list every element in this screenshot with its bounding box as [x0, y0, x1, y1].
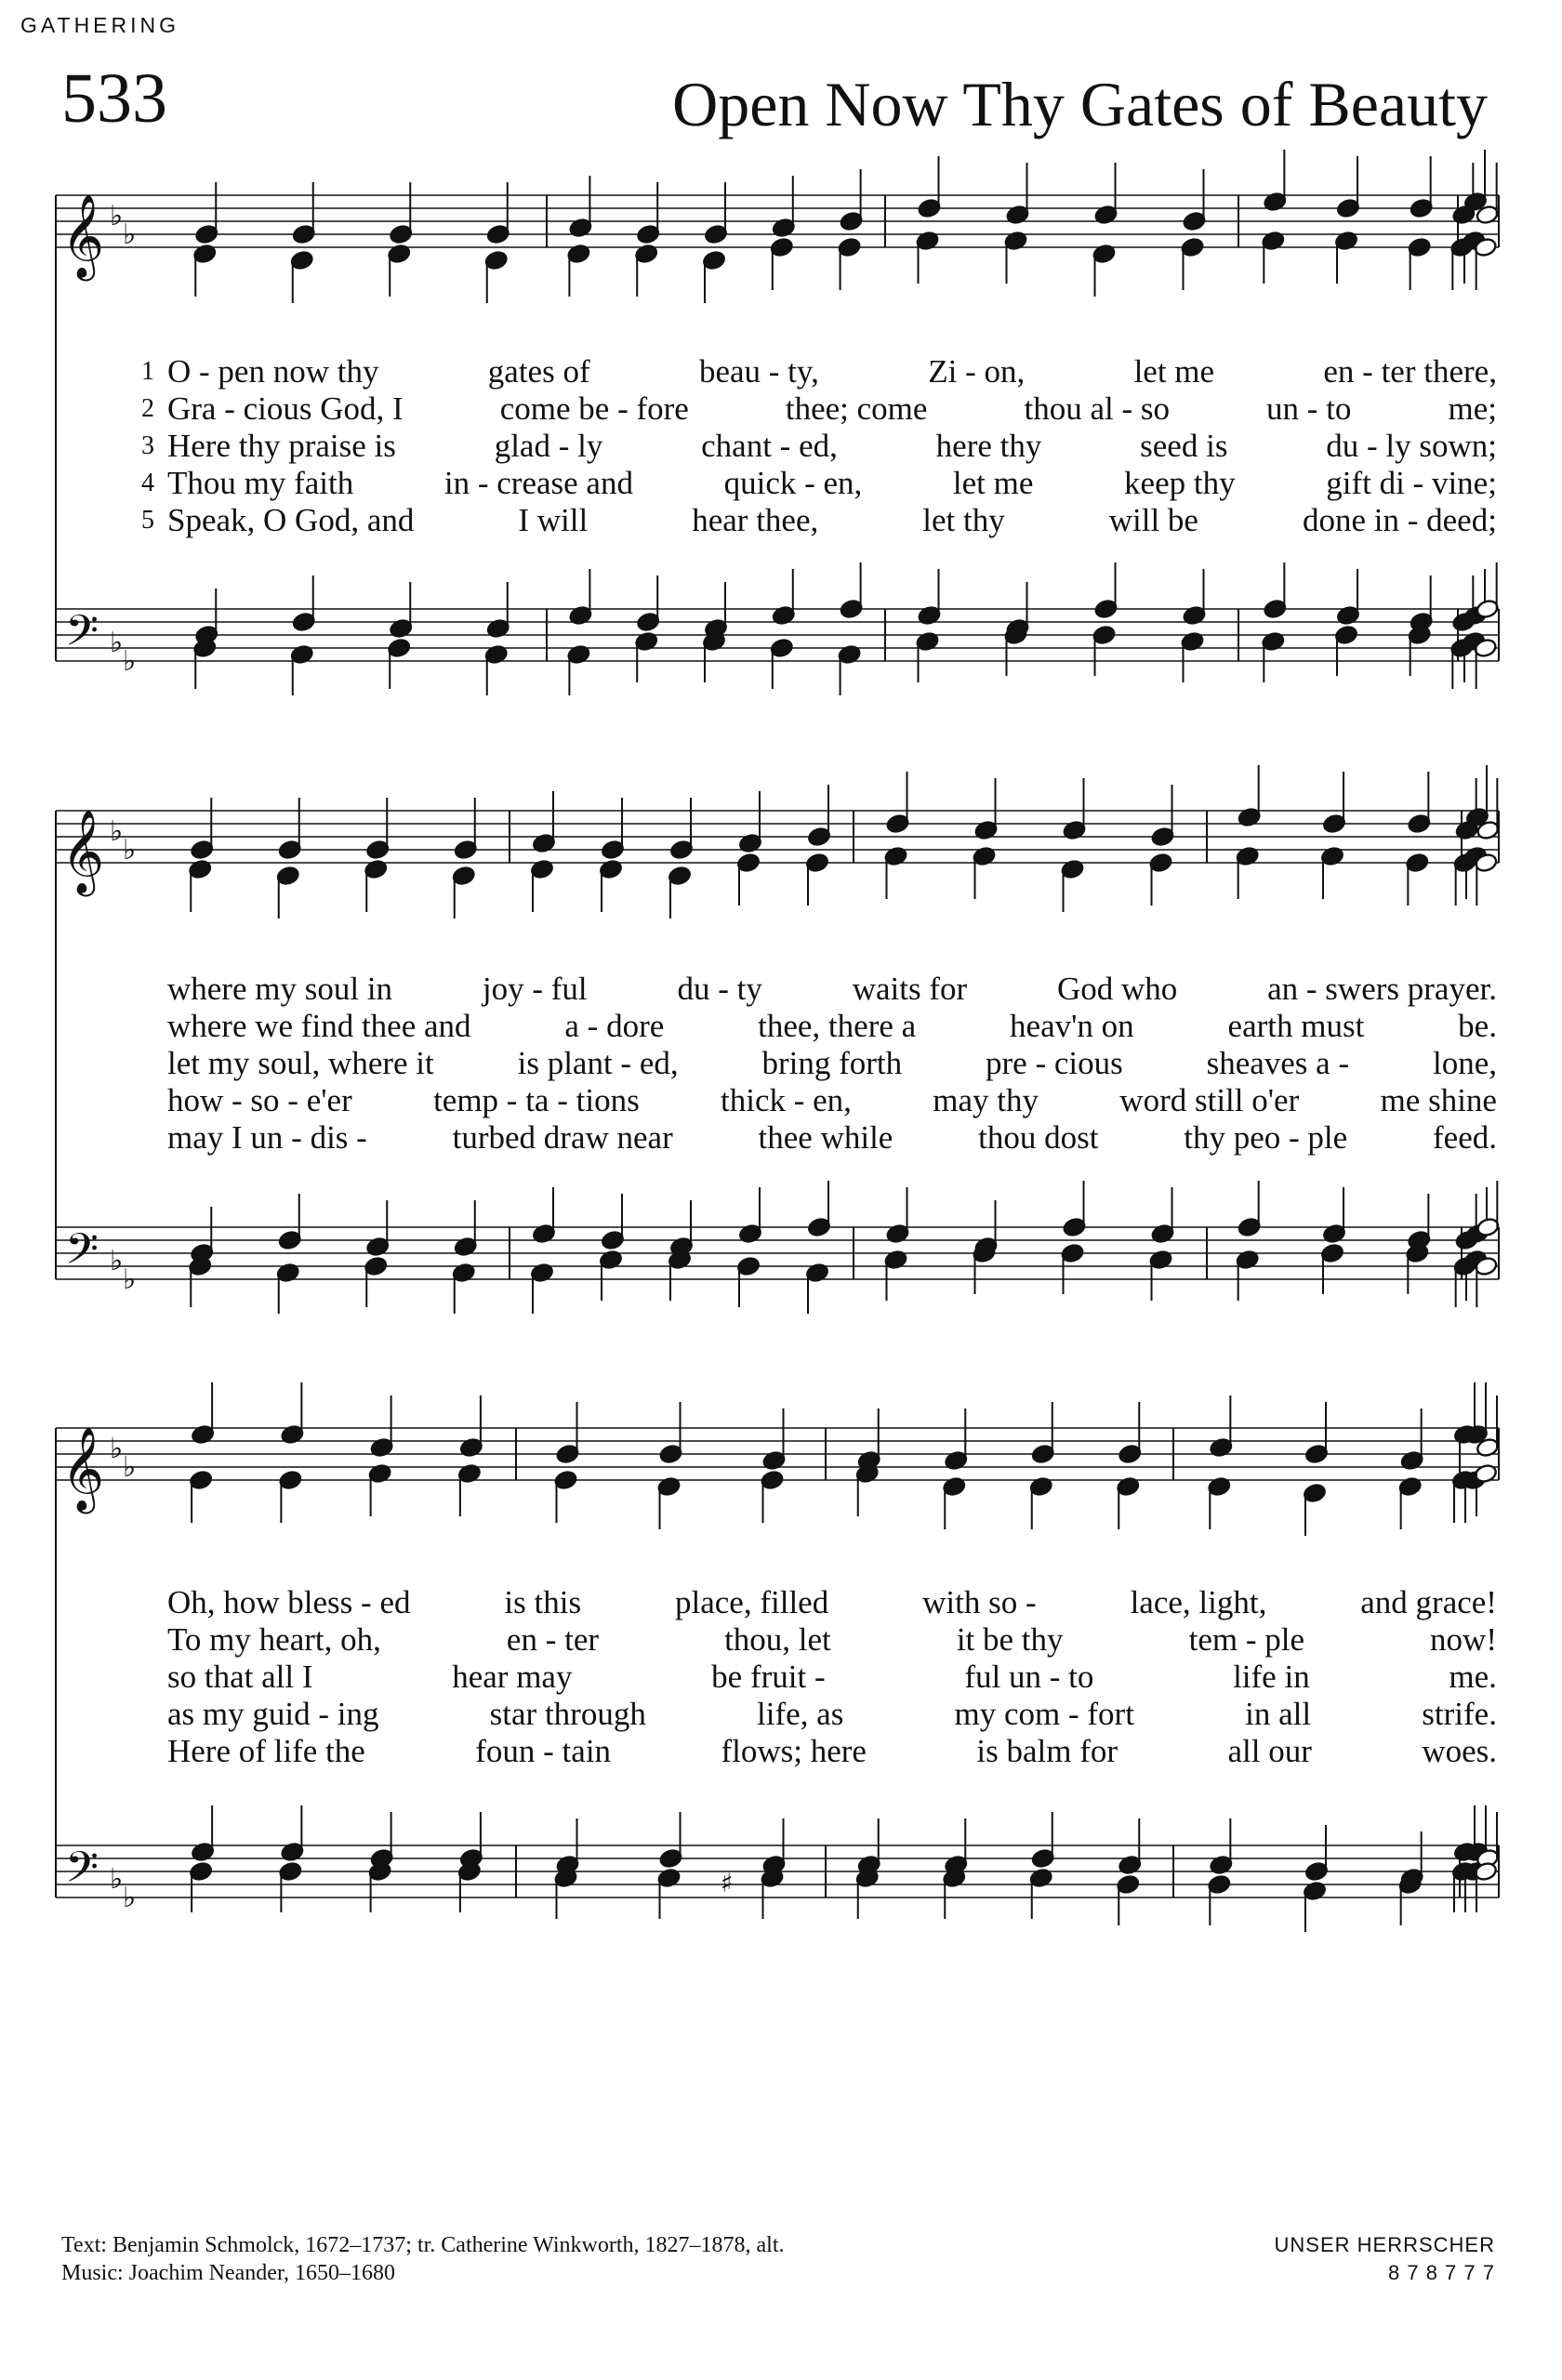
lyric-line: [167, 428, 1497, 465]
flat-sign: ♭: [110, 1863, 124, 1896]
flat-sign: ♭: [123, 1263, 137, 1296]
lyric-segment: my com - fort: [954, 1696, 1134, 1732]
lyric-segment: thee while: [758, 1119, 894, 1156]
lyric-segment: now!: [1430, 1621, 1497, 1658]
verse-number: 1: [141, 357, 154, 386]
lyric-segment: tem - ple: [1188, 1621, 1304, 1658]
lyric-segment: Speak, O God, and: [167, 502, 415, 538]
lyric-segment: where we find thee and: [167, 1008, 471, 1044]
lyric-segment: is this: [504, 1584, 582, 1620]
credits: [61, 2231, 784, 2287]
lyric-segment: quick - en,: [723, 465, 863, 501]
lyric-segment: me;: [1448, 390, 1497, 427]
lyric-segment: be.: [1458, 1008, 1497, 1044]
lyric-segment: heav'n on: [1010, 1008, 1134, 1044]
lyric-segment: it be thy: [956, 1621, 1064, 1658]
lyric-segment: seed is: [1140, 428, 1228, 464]
lyric-segment: joy - ful: [482, 971, 588, 1007]
lyric-segment: Thou my faith: [167, 465, 354, 501]
hymn-title: Open Now Thy Gates of Beauty: [672, 69, 1488, 139]
treble-clef: 𝄞: [61, 1427, 105, 1511]
flat-sign: ♭: [123, 834, 137, 866]
lyric-segment: in - crease and: [443, 465, 633, 501]
lyric-segment: is plant - ed,: [517, 1045, 679, 1081]
lyric-segment: lace, light,: [1130, 1584, 1267, 1620]
lyric-segment: life, as: [757, 1696, 844, 1732]
lyric-segment: a - dore: [564, 1008, 665, 1044]
flat-sign: ♭: [110, 815, 124, 848]
flat-sign: ♭: [110, 1245, 124, 1277]
lyric-segment: and grace!: [1360, 1584, 1497, 1620]
lyric-segment: thee, there a: [758, 1008, 917, 1044]
lyric-segment: Oh, how bless - ed: [167, 1584, 411, 1620]
lyric-segment: earth must: [1227, 1008, 1365, 1044]
lyric-line: [167, 1008, 1497, 1045]
flat-sign: ♭: [123, 1882, 137, 1914]
tune-info: [1275, 2231, 1495, 2287]
lyric-segment: let me: [1133, 353, 1215, 390]
lyric-segment: thee; come: [785, 390, 928, 427]
verse-number: 2: [141, 394, 154, 423]
lyric-segment: bring forth: [761, 1045, 903, 1081]
lyric-segment: thou dost: [978, 1119, 1099, 1156]
lyric-segment: du - ly sown;: [1326, 428, 1497, 464]
lyric-segment: thick - en,: [721, 1082, 852, 1118]
tune-name: UNSER HERRSCHER: [1274, 2233, 1495, 2256]
bass-clef: 𝄢: [65, 1843, 99, 1903]
lyric-segment: Zi - on,: [928, 353, 1026, 390]
lyric-segment: glad - ly: [494, 428, 603, 464]
lyric-segment: O - pen now thy: [167, 353, 379, 390]
lyric-segment: as my guid - ing: [167, 1696, 379, 1732]
verse-number: 5: [141, 506, 154, 535]
bass-clef: 𝄢: [65, 606, 99, 667]
lyric-segment: thou, let: [724, 1621, 831, 1658]
lyric-line: [167, 465, 1497, 502]
lyric-segment: hear may: [452, 1659, 573, 1695]
lyric-line: [167, 1696, 1497, 1733]
lyric-segment: so that all I: [167, 1659, 313, 1695]
lyric-segment: turbed draw near: [452, 1119, 673, 1156]
lyric-segment: done in - deed;: [1302, 502, 1497, 538]
verse-number: 3: [141, 431, 154, 460]
lyric-segment: may I un - dis -: [167, 1119, 367, 1156]
lyric-segment: foun - tain: [475, 1733, 612, 1769]
verse-number: 4: [141, 469, 154, 497]
lyric-segment: place, filled: [675, 1584, 829, 1620]
lyric-segment: flows; here: [721, 1733, 867, 1769]
lyric-segment: be fruit -: [711, 1659, 826, 1695]
lyric-segment: hear thee,: [692, 502, 819, 538]
meter: 8 7 8 7 7 7: [1388, 2261, 1495, 2284]
lyric-segment: un - to: [1266, 390, 1352, 427]
lyric-line: [167, 353, 1497, 390]
lyric-line: [167, 1045, 1497, 1082]
lyric-segment: beau - ty,: [698, 353, 819, 390]
lyric-segment: woes.: [1422, 1733, 1497, 1769]
lyric-segment: Here of life the: [167, 1733, 365, 1769]
lyric-line: [167, 1082, 1497, 1119]
lyric-segment: sheaves a -: [1206, 1045, 1350, 1081]
lyric-segment: feed.: [1433, 1119, 1497, 1156]
lyric-segment: en - ter there,: [1323, 353, 1497, 390]
verse-numbers: [121, 353, 154, 539]
lyric-line: [167, 1659, 1497, 1696]
lyric-segment: word still o'er: [1119, 1082, 1300, 1118]
lyric-segment: me shine: [1380, 1082, 1497, 1118]
lyric-segment: in all: [1245, 1696, 1312, 1732]
lyric-line: [167, 1621, 1497, 1659]
lyric-segment: To my heart, oh,: [167, 1621, 381, 1658]
lyric-segment: all our: [1227, 1733, 1312, 1769]
lyric-segment: come be - fore: [499, 390, 689, 427]
lyric-segment: Here thy praise is: [167, 428, 396, 464]
lyric-line: [167, 390, 1497, 428]
lyric-segment: I will: [518, 502, 589, 538]
flat-sign: ♭: [110, 1433, 124, 1465]
lyric-segment: life in: [1233, 1659, 1310, 1695]
sharp-sign: ♯: [721, 1868, 734, 1898]
lyric-segment: will be: [1108, 502, 1198, 538]
lyric-segment: gates of: [487, 353, 590, 390]
lyric-segment: waits for: [852, 971, 968, 1007]
lyric-line: [167, 1584, 1497, 1621]
text-credit: Text: Benjamin Schmolck, 1672–1737; tr. Catherine Winkworth, 1827–1878, alt.: [61, 2233, 785, 2257]
lyric-segment: ful un - to: [964, 1659, 1094, 1695]
lyric-segment: here thy: [935, 428, 1042, 464]
lyric-segment: thou al - so: [1024, 390, 1170, 427]
lyric-segment: is balm for: [976, 1733, 1119, 1769]
lyric-line: [167, 971, 1497, 1008]
lyric-segment: me.: [1449, 1659, 1497, 1695]
treble-clef: 𝄞: [61, 194, 105, 278]
flat-sign: ♭: [110, 627, 124, 659]
lyric-segment: du - ty: [677, 971, 762, 1007]
lyric-segment: let me: [952, 465, 1034, 501]
music-credit: Music: Joachim Neander, 1650–1680: [61, 2261, 395, 2285]
lyric-segment: strife.: [1422, 1696, 1497, 1732]
lyric-segment: let my soul, where it: [167, 1045, 434, 1081]
treble-clef: 𝄞: [61, 810, 105, 893]
lyric-segment: star through: [489, 1696, 646, 1732]
lyric-segment: Gra - cious God, I: [167, 390, 404, 427]
section-label: GATHERING: [20, 13, 180, 37]
flat-sign: ♭: [123, 645, 137, 678]
lyric-segment: an - swers prayer.: [1267, 971, 1497, 1007]
lyric-segment: where my soul in: [167, 971, 393, 1007]
lyric-segment: lone,: [1432, 1045, 1497, 1081]
lyric-segment: gift di - vine;: [1326, 465, 1497, 501]
lyric-segment: pre - cious: [986, 1045, 1123, 1081]
lyric-segment: chant - ed,: [701, 428, 838, 464]
bass-clef: 𝄢: [65, 1224, 99, 1285]
lyric-segment: God who: [1056, 971, 1178, 1007]
flat-sign: ♭: [110, 200, 124, 232]
lyric-segment: let thy: [922, 502, 1005, 538]
hymn-number: 533: [61, 60, 167, 138]
lyric-segment: keep thy: [1124, 465, 1236, 501]
lyric-segment: thy peo - ple: [1184, 1119, 1348, 1156]
lyric-line: [167, 502, 1497, 539]
lyric-segment: en - ter: [506, 1621, 600, 1658]
lyric-line: [167, 1119, 1497, 1157]
lyric-segment: may thy: [933, 1082, 1039, 1118]
lyric-segment: with so -: [922, 1584, 1037, 1620]
lyric-segment: how - so - e'er: [167, 1082, 352, 1118]
flat-sign: ♭: [123, 218, 137, 251]
lyric-segment: temp - ta - tions: [433, 1082, 640, 1118]
flat-sign: ♭: [123, 1451, 137, 1484]
lyric-line: [167, 1733, 1497, 1770]
